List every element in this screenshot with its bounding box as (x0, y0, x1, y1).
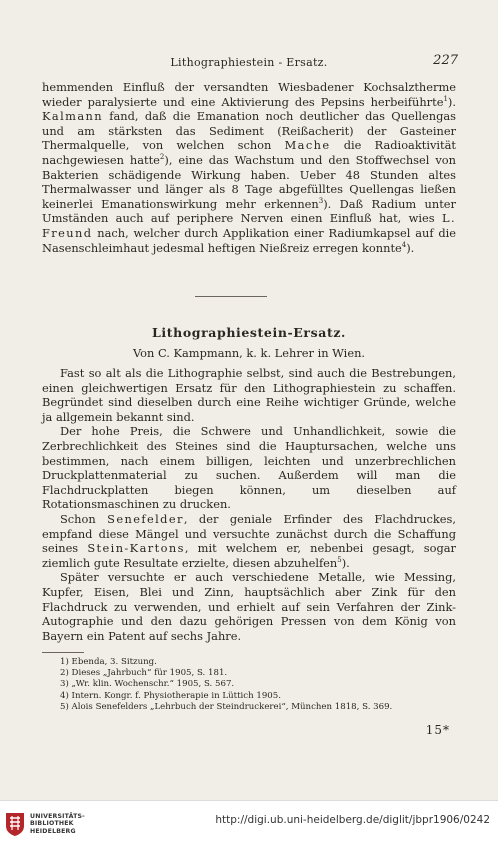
logo-line: HEIDELBERG (30, 827, 76, 835)
author-name: Kalmann (42, 109, 104, 124)
logo-line: UNIVERSITÄTS- (30, 813, 85, 820)
body-text: hemmenden Einfluß der versandten Wiesbadener Kochsalztherme wieder paralysierte und eine Aktivierung des Pepsins herbeiführte (42, 80, 456, 109)
body-text: ). (341, 555, 350, 570)
author-name: Mache (284, 138, 331, 153)
body-text: , der geniale Erfinder des Flachdruckes, empfand diese Mängel und versuchte zunächst durch die Schaffung seines (42, 511, 456, 556)
continued-paragraph (42, 80, 456, 255)
body-text: ). (406, 240, 415, 255)
paragraph: Fast so alt als die Lithographie selbst, sind auch die Bestrebungen, einen gleichwertigen Ersatz für den Lithographiestein zu schaffen. Begründet sind dieselben durch eine Reihe wichtiger Gründe, welche ja allgemein bekannt sind. (42, 366, 456, 424)
article-title: Lithographiestein-Ersatz. (152, 325, 346, 340)
footnote-ref: 3 (318, 196, 324, 205)
signature-mark: 15* (425, 723, 450, 737)
footnote: 1) Ebenda, 3. Sitzung. (60, 657, 157, 667)
body-text: ). (447, 94, 456, 109)
article-body (42, 366, 456, 643)
body-text: , mit welchem er, nebenbei gesagt, sogar ziemlich gute Resultate erzielte, diesen abzuhelfen (42, 541, 456, 570)
body-text: ), eine das Wachstum und den Stoffwechsel von Bakterien schädigende Wirkung haben. Ueber 48 Stunden altes Thermalwasser und länger als 8 Tage abgefülltes Quellengas ließen keinerlei Emanationswirkung mehr erkennen (42, 152, 456, 211)
university-seal-icon (4, 811, 26, 837)
footnote-ref: 2 (159, 153, 165, 162)
running-title: Lithographiestein - Ersatz. (170, 56, 328, 69)
footnotes (42, 657, 456, 713)
permalink-url[interactable]: http://digi.ub.uni-heidelberg.de/diglit/jbpr1906/0242 (215, 814, 490, 826)
footnote-ref: 1 (443, 94, 448, 103)
author-name: L. Freund (42, 211, 456, 240)
body-text: ). Daß Radium unter Umständen auch auf periphere Nerven einen Einfluß hat, wies (42, 196, 456, 226)
logo-text (30, 813, 85, 835)
paragraph (42, 512, 456, 570)
footnote-ref: 5 (337, 555, 342, 564)
viewer-footer (0, 800, 498, 846)
footnote: 2) Dieses „Jahrbuch“ für 1905, S. 181. (60, 668, 228, 679)
body-text: Schon (60, 511, 108, 526)
footnote: 4) Intern. Kongr. f. Physiotherapie in Lüttich 1905. (60, 690, 281, 701)
author-name: Senefelder (107, 511, 184, 526)
logo-line: BIBLIOTHEK (30, 820, 74, 828)
term-name: Stein-Kartons (87, 541, 185, 556)
footnote: 3) „Wr. klin. Wochenschr.“ 1905, S. 567. (60, 679, 235, 690)
footnote-divider (42, 652, 84, 653)
body-text: fand, daß die Emanation noch deutlicher das Quellengas und am stärksten das Sediment (Reißacherit) der Gasteiner Thermalquelle, von welchen schon (42, 109, 456, 153)
library-logo[interactable] (4, 811, 114, 841)
paragraph: Später versuchte er auch verschiedene Metalle, wie Messing, Kupfer, Eisen, Blei und Zinn, hauptsächlich aber Zink für den Flachdruck zu verwenden, und erhielt auf sein Verfahren der Zink-Autographie und den dazu gehörigen Pressen von dem König von Bayern ein Patent auf sechs Jahre. (42, 570, 456, 643)
footnote: 5) Alois Senefelders „Lehrbuch der Steindruckerei“, München 1818, S. 369. (60, 701, 393, 712)
footnote-ref: 4 (401, 240, 407, 249)
paragraph: Der hohe Preis, die Schwere und Unhandlichkeit, sowie die Zerbrechlichkeit des Steines sind die Hauptursachen, welche uns bestimmen, nach einem billigen, leichten und unzerbrechlichen Druckplattenmaterial zu suchen. Außerdem will man die Flachdruckplatten biegen können, um dieselben auf Rotationsmaschinen zu drucken. (42, 424, 456, 512)
body-text: die Radioaktivität nachgewiesen hatte (42, 138, 456, 167)
article-byline: Von C. Kampmann, k. k. Lehrer in Wien. (132, 346, 366, 360)
section-divider (195, 296, 267, 297)
body-text: nach, welcher durch Applikation einer Radiumkapsel auf die Nasenschleimhaut jedesmal heftigen Nießreiz erregen konnte (42, 225, 456, 255)
page-number: 227 (433, 53, 458, 68)
